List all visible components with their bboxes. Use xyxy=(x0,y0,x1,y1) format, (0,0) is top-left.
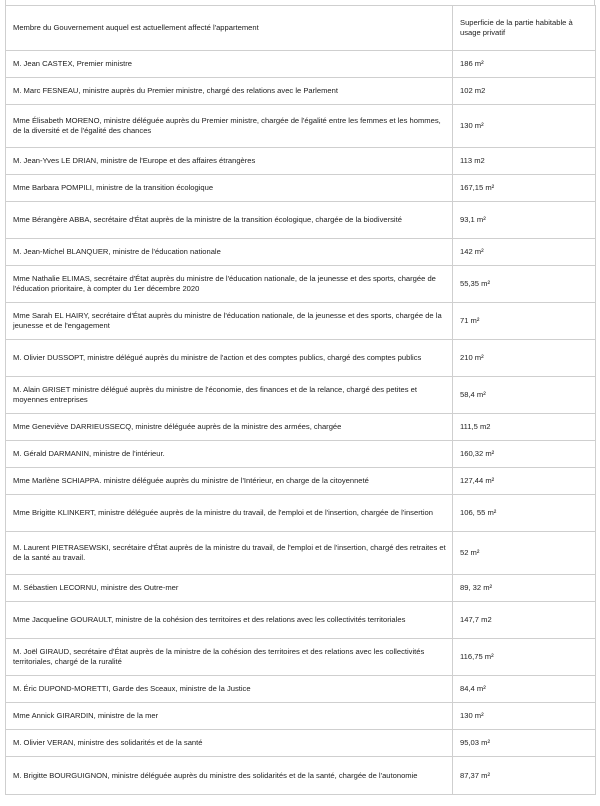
area-cell: 89, 32 m² xyxy=(453,575,596,602)
member-cell: M. Alain GRISET ministre délégué auprès du ministre de l'économie, des finances et de la relance, chargé des petites et moyennes entreprises xyxy=(6,377,453,414)
member-cell: Mme Jacqueline GOURAULT, ministre de la cohésion des territoires et des relations avec les collectivités territoriales xyxy=(6,602,453,639)
member-cell: M. Éric DUPOND-MORETTI, Garde des Sceaux, ministre de la Justice xyxy=(6,676,453,703)
header-member: Membre du Gouvernement auquel est actuellement affecté l'appartement xyxy=(6,6,453,51)
table-row xyxy=(6,51,596,78)
member-cell: Mme Nathalie ELIMAS, secrétaire d'État auprès du ministre de l'éducation nationale, de la jeunesse et des sports, chargée de l'éducation prioritaire, à compter du 1er décembre 2020 xyxy=(6,266,453,303)
table-row xyxy=(6,175,596,202)
member-cell: M. Jean-Yves LE DRIAN, ministre de l'Europe et des affaires étrangères xyxy=(6,148,453,175)
header-area: Superficie de la partie habitable à usage privatif xyxy=(453,6,596,51)
member-cell: Mme Bérangère ABBA, secrétaire d'État auprès de la ministre de la transition écologique, chargée de la biodiversité xyxy=(6,202,453,239)
area-cell: 93,1 m² xyxy=(453,202,596,239)
member-cell: M. Sébastien LECORNU, ministre des Outre-mer xyxy=(6,575,453,602)
member-cell: Mme Élisabeth MORENO, ministre déléguée auprès du Premier ministre, chargée de l'égalité entre les femmes et les hommes, de la diversité et de l'égalité des chances xyxy=(6,105,453,148)
area-cell: 102 m2 xyxy=(453,78,596,105)
area-cell: 142 m² xyxy=(453,239,596,266)
table-row xyxy=(6,602,596,639)
table-row xyxy=(6,495,596,532)
area-cell: 113 m2 xyxy=(453,148,596,175)
member-cell: Mme Annick GIRARDIN, ministre de la mer xyxy=(6,703,453,730)
member-cell: M. Olivier VERAN, ministre des solidarités et de la santé xyxy=(6,730,453,757)
area-cell: 147,7 m2 xyxy=(453,602,596,639)
area-cell: 116,75 m² xyxy=(453,639,596,676)
area-cell: 167,15 m² xyxy=(453,175,596,202)
table-row xyxy=(6,575,596,602)
table-row xyxy=(6,703,596,730)
member-cell: Mme Barbara POMPILI, ministre de la transition écologique xyxy=(6,175,453,202)
area-cell: 130 m² xyxy=(453,105,596,148)
area-cell: 127,44 m² xyxy=(453,468,596,495)
table-row xyxy=(6,105,596,148)
area-cell: 71 m² xyxy=(453,303,596,340)
area-cell: 111,5 m2 xyxy=(453,414,596,441)
table-row xyxy=(6,414,596,441)
table-row xyxy=(6,303,596,340)
table-row xyxy=(6,78,596,105)
table-row xyxy=(6,468,596,495)
member-cell: M. Gérald DARMANIN, ministre de l'intérieur. xyxy=(6,441,453,468)
table-row xyxy=(6,266,596,303)
member-cell: M. Joël GIRAUD, secrétaire d'État auprès de la ministre de la cohésion des territoires et des relations avec les collectivités territoriales, chargé de la ruralité xyxy=(6,639,453,676)
table-row xyxy=(6,202,596,239)
document-page xyxy=(5,0,595,806)
area-cell: 160,32 m² xyxy=(453,441,596,468)
member-cell: Mme Marlène SCHIAPPA. ministre déléguée auprès du ministre de l'Intérieur, en charge de la citoyenneté xyxy=(6,468,453,495)
area-cell: 52 m² xyxy=(453,532,596,575)
member-cell: M. Olivier DUSSOPT, ministre délégué auprès du ministre de l'action et des comptes publics, chargé des comptes publics xyxy=(6,340,453,377)
table-row xyxy=(6,676,596,703)
member-cell: M. Marc FESNEAU, ministre auprès du Premier ministre, chargé des relations avec le Parlement xyxy=(6,78,453,105)
member-cell: Mme Sarah EL HAIRY, secrétaire d'État auprès du ministre de l'éducation nationale, de la jeunesse et des sports, chargée de la jeunesse et de l'engagement xyxy=(6,303,453,340)
table-row xyxy=(6,532,596,575)
area-cell: 210 m² xyxy=(453,340,596,377)
table-row xyxy=(6,730,596,757)
area-cell: 95,03 m² xyxy=(453,730,596,757)
table-row xyxy=(6,639,596,676)
area-cell: 84,4 m² xyxy=(453,676,596,703)
member-cell: M. Brigitte BOURGUIGNON, ministre déléguée auprès du ministre des solidarités et de la santé, chargée de l'autonomie xyxy=(6,757,453,795)
member-cell: M. Laurent PIETRASEWSKI, secrétaire d'État auprès de la ministre du travail, de l'emploi et de l'insertion, chargé des retraites et de la santé au travail. xyxy=(6,532,453,575)
area-cell: 130 m² xyxy=(453,703,596,730)
member-cell: M. Jean-Michel BLANQUER, ministre de l'éducation nationale xyxy=(6,239,453,266)
table-row xyxy=(6,757,596,795)
apartment-area-table xyxy=(5,5,596,795)
member-cell: Mme Brigitte KLINKERT, ministre déléguée auprès de la ministre du travail, de l'emploi et de l'insertion, chargée de l'insertion xyxy=(6,495,453,532)
table-row xyxy=(6,340,596,377)
member-cell: M. Jean CASTEX, Premier ministre xyxy=(6,51,453,78)
area-cell: 87,37 m² xyxy=(453,757,596,795)
table-row xyxy=(6,377,596,414)
table-row xyxy=(6,441,596,468)
member-cell: Mme Geneviève DARRIEUSSECQ, ministre déléguée auprès de la ministre des armées, chargée xyxy=(6,414,453,441)
area-cell: 58,4 m² xyxy=(453,377,596,414)
area-cell: 186 m² xyxy=(453,51,596,78)
table-header-row xyxy=(6,6,596,51)
table-row xyxy=(6,239,596,266)
area-cell: 106, 55 m² xyxy=(453,495,596,532)
area-cell: 55,35 m² xyxy=(453,266,596,303)
table-row xyxy=(6,148,596,175)
